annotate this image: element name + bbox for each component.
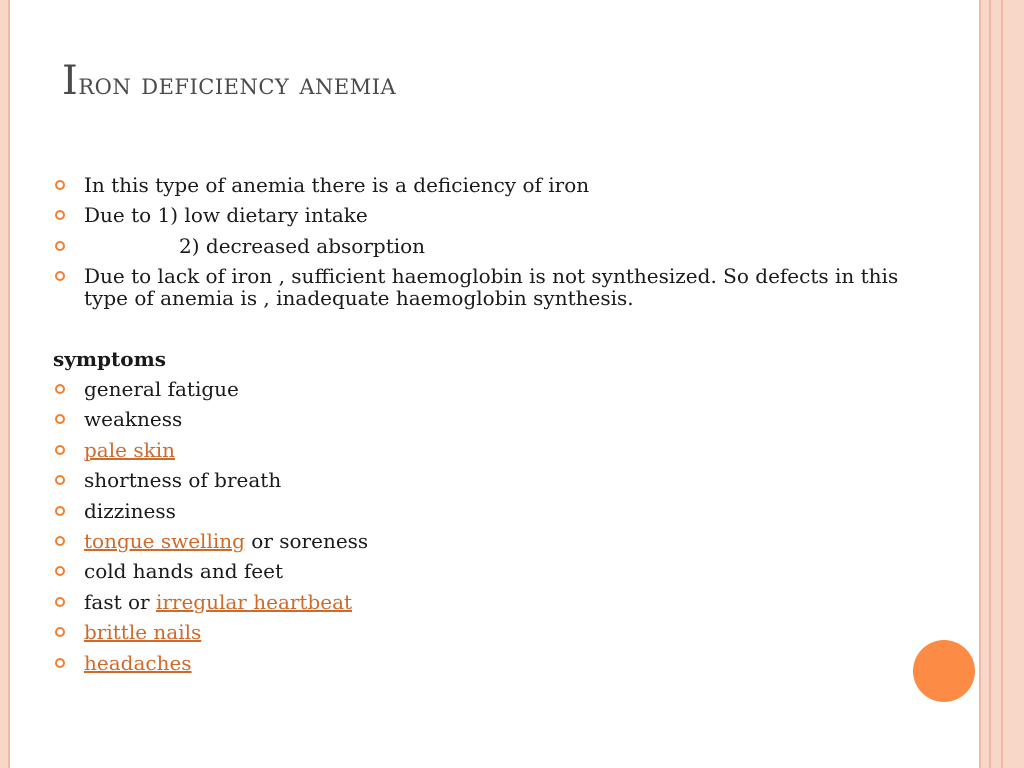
title-initial: I xyxy=(62,58,79,104)
title-rest: ron deficiency anemia xyxy=(78,67,397,102)
symptom-fast-or: fast or xyxy=(84,589,156,614)
list-item xyxy=(53,408,933,430)
list-item xyxy=(53,235,933,257)
symptom-cold-hands: cold hands and feet xyxy=(84,559,283,584)
symptom-general-fatigue: general fatigue xyxy=(84,377,239,401)
right-border-stripe xyxy=(1003,0,1024,768)
bullet-icon xyxy=(55,475,65,485)
list-item xyxy=(53,204,933,226)
bullet-icon xyxy=(55,566,65,576)
list-item xyxy=(53,439,933,461)
list-item xyxy=(53,469,933,491)
slide-title xyxy=(62,58,396,104)
symptom-weakness: weakness xyxy=(84,407,183,432)
bullet-text: 2) decreased absorption xyxy=(179,233,426,258)
decorative-orange-circle xyxy=(913,640,975,702)
list-item xyxy=(53,591,933,613)
symptom-shortness-of-breath: shortness of breath xyxy=(84,468,282,493)
symptoms-heading: symptoms xyxy=(53,347,167,371)
bullet-icon xyxy=(55,210,65,220)
bullet-icon xyxy=(55,414,65,424)
headaches-link[interactable]: headaches xyxy=(84,650,192,675)
bullet-icon xyxy=(55,627,65,637)
bullet-text: In this type of anemia there is a deficiency of iron xyxy=(84,173,590,197)
irregular-heartbeat-link[interactable]: irregular heartbeat xyxy=(155,589,353,614)
bullet-text: Due to 1) low dietary intake xyxy=(84,203,368,228)
intro-bullet-list xyxy=(53,174,933,318)
bullet-icon xyxy=(55,384,65,394)
right-border-stripe xyxy=(991,0,1001,768)
list-item xyxy=(53,530,933,552)
bullet-icon xyxy=(55,506,65,516)
left-border-stripe xyxy=(0,0,8,768)
list-item xyxy=(53,265,933,309)
list-item xyxy=(53,378,933,400)
bullet-icon xyxy=(55,536,65,546)
symptom-dizziness: dizziness xyxy=(84,498,176,523)
bullet-icon xyxy=(55,658,65,668)
tongue-swelling-link[interactable]: tongue swelling xyxy=(84,528,245,553)
bullet-icon xyxy=(55,271,65,281)
bullet-icon xyxy=(55,597,65,607)
bullet-text: Due to lack of iron , sufficient haemoglobin is not synthesized. So defects in this type of anemia is , inadequate haemoglobin synthesis. xyxy=(84,264,899,311)
left-border-line xyxy=(8,0,10,768)
list-item xyxy=(53,621,933,643)
bullet-icon xyxy=(55,445,65,455)
brittle-nails-link[interactable]: brittle nails xyxy=(84,620,202,645)
pale-skin-link[interactable]: pale skin xyxy=(84,437,175,462)
list-item xyxy=(53,174,933,196)
bullet-icon xyxy=(55,180,65,190)
list-item xyxy=(53,500,933,522)
right-border-stripe xyxy=(981,0,989,768)
list-item xyxy=(53,560,933,582)
list-item xyxy=(53,652,933,674)
symptoms-list xyxy=(53,378,933,682)
symptom-or-soreness: or soreness xyxy=(244,528,369,553)
bullet-icon xyxy=(55,241,65,251)
